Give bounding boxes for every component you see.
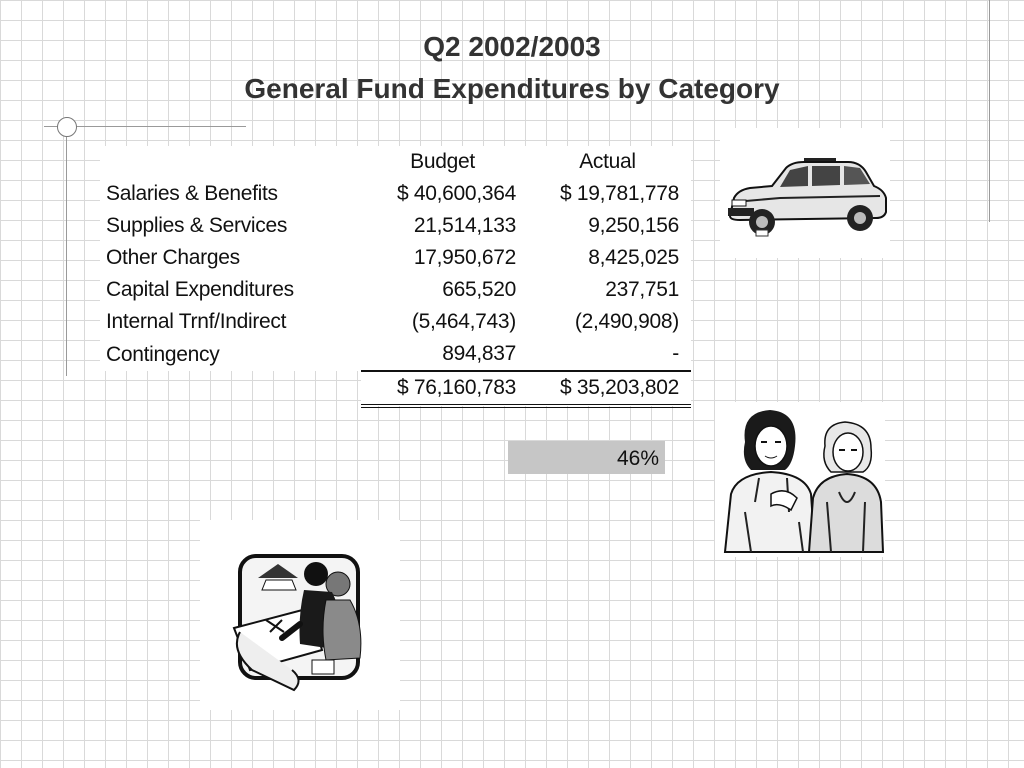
- total-label-blank: [100, 371, 361, 406]
- actual-cell: -: [524, 338, 691, 371]
- drafting-person-icon: [200, 520, 400, 710]
- expenditures-table: [100, 146, 691, 408]
- category-cell: Salaries & Benefits: [100, 178, 361, 210]
- budget-cell: 665,520: [361, 274, 524, 306]
- two-women-icon: [715, 402, 885, 557]
- title-line-2: General Fund Expenditures by Category: [244, 73, 780, 104]
- police-car-icon: [720, 128, 890, 258]
- budget-cell: $ 40,600,364: [361, 178, 524, 210]
- actual-cell: (2,490,908): [524, 306, 691, 338]
- budget-cell: 894,837: [361, 338, 524, 371]
- budget-cell: (5,464,743): [361, 306, 524, 338]
- category-cell: Other Charges: [100, 242, 361, 274]
- actual-cell: 237,751: [524, 274, 691, 306]
- table-row: [100, 306, 691, 338]
- header-budget: Budget: [361, 146, 524, 178]
- table-row: [100, 178, 691, 210]
- category-cell: Capital Expenditures: [100, 274, 361, 306]
- actual-cell: 9,250,156: [524, 210, 691, 242]
- table-row: [100, 210, 691, 242]
- category-cell: Contingency: [100, 338, 361, 371]
- table-header-row: [100, 146, 691, 178]
- table-row: [100, 274, 691, 306]
- header-blank: [100, 146, 361, 178]
- slide-title: [0, 26, 1024, 110]
- percent-spent-box: 46%: [508, 441, 665, 474]
- table-row: [100, 338, 691, 371]
- header-actual: Actual: [524, 146, 691, 178]
- title-line-1: Q2 2002/2003: [423, 31, 601, 62]
- actual-cell: $ 19,781,778: [524, 178, 691, 210]
- budget-cell: 17,950,672: [361, 242, 524, 274]
- table-row: [100, 242, 691, 274]
- total-row: [100, 371, 691, 406]
- actual-cell: 8,425,025: [524, 242, 691, 274]
- budget-cell: 21,514,133: [361, 210, 524, 242]
- category-cell: Supplies & Services: [100, 210, 361, 242]
- category-cell: Internal Trnf/Indirect: [100, 306, 361, 338]
- total-actual-cell: $ 35,203,802: [524, 371, 691, 406]
- left-decor-line: [66, 118, 67, 376]
- total-budget-cell: $ 76,160,783: [361, 371, 524, 406]
- decor-circle: [57, 117, 77, 137]
